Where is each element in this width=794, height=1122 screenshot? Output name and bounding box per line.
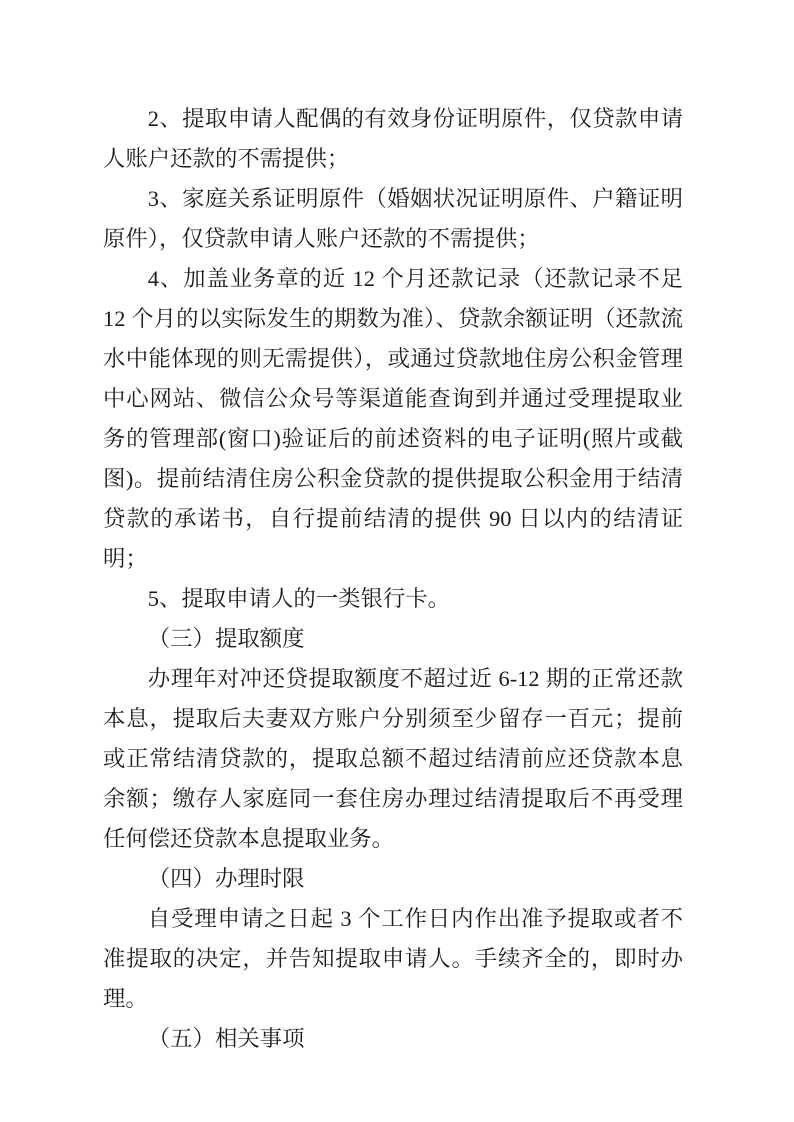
- body-paragraph-quota-rules: 办理年对冲还贷提取额度不超过近 6-12 期的正常还款本息，提取后夫妻双方账户分别须至少留存一百元；提前或正常结清贷款的，提取总额不超过结清前应还贷款本息余额；缴存人家庭同一套住房办理过结清提取后不再受理任何偿还贷款本息提取业务。: [103, 666, 683, 851]
- document-body: [103, 99, 683, 1059]
- section-heading-related-matters: （五）相关事项: [147, 1026, 305, 1051]
- body-paragraph-processing-time: 自受理申请之日起 3 个工作日内作出准予提取或者不准提取的决定，并告知提取申请人。手续齐全的，即时办理。: [103, 906, 683, 1011]
- section-heading-processing-time: （四）办理时限: [147, 866, 305, 891]
- section-heading-withdrawal-quota: （三）提取额度: [147, 626, 305, 651]
- list-item-5: 5、提取申请人的一类银行卡。: [147, 586, 451, 611]
- list-item-4: 4、加盖业务章的近 12 个月还款记录（还款记录不足 12 个月的以实际发生的期数为准）、贷款余额证明（还款流水中能体现的则无需提供），或通过贷款地住房公积金管理中心网站、微信公众号等渠道能查询到并通过受理提取业务的管理部(窗口)验证后的前述资料的电子证明(照片或截图)。提前结清住房公积金贷款的提供提取公积金用于结清贷款的承诺书，自行提前结清的提供 90 日以内的结清证明；: [103, 266, 683, 571]
- list-item-2: 2、提取申请人配偶的有效身份证明原件，仅贷款申请人账户还款的不需提供；: [103, 106, 683, 171]
- list-item-3: 3、家庭关系证明原件（婚姻状况证明原件、户籍证明原件），仅贷款申请人账户还款的不需提供；: [103, 186, 683, 251]
